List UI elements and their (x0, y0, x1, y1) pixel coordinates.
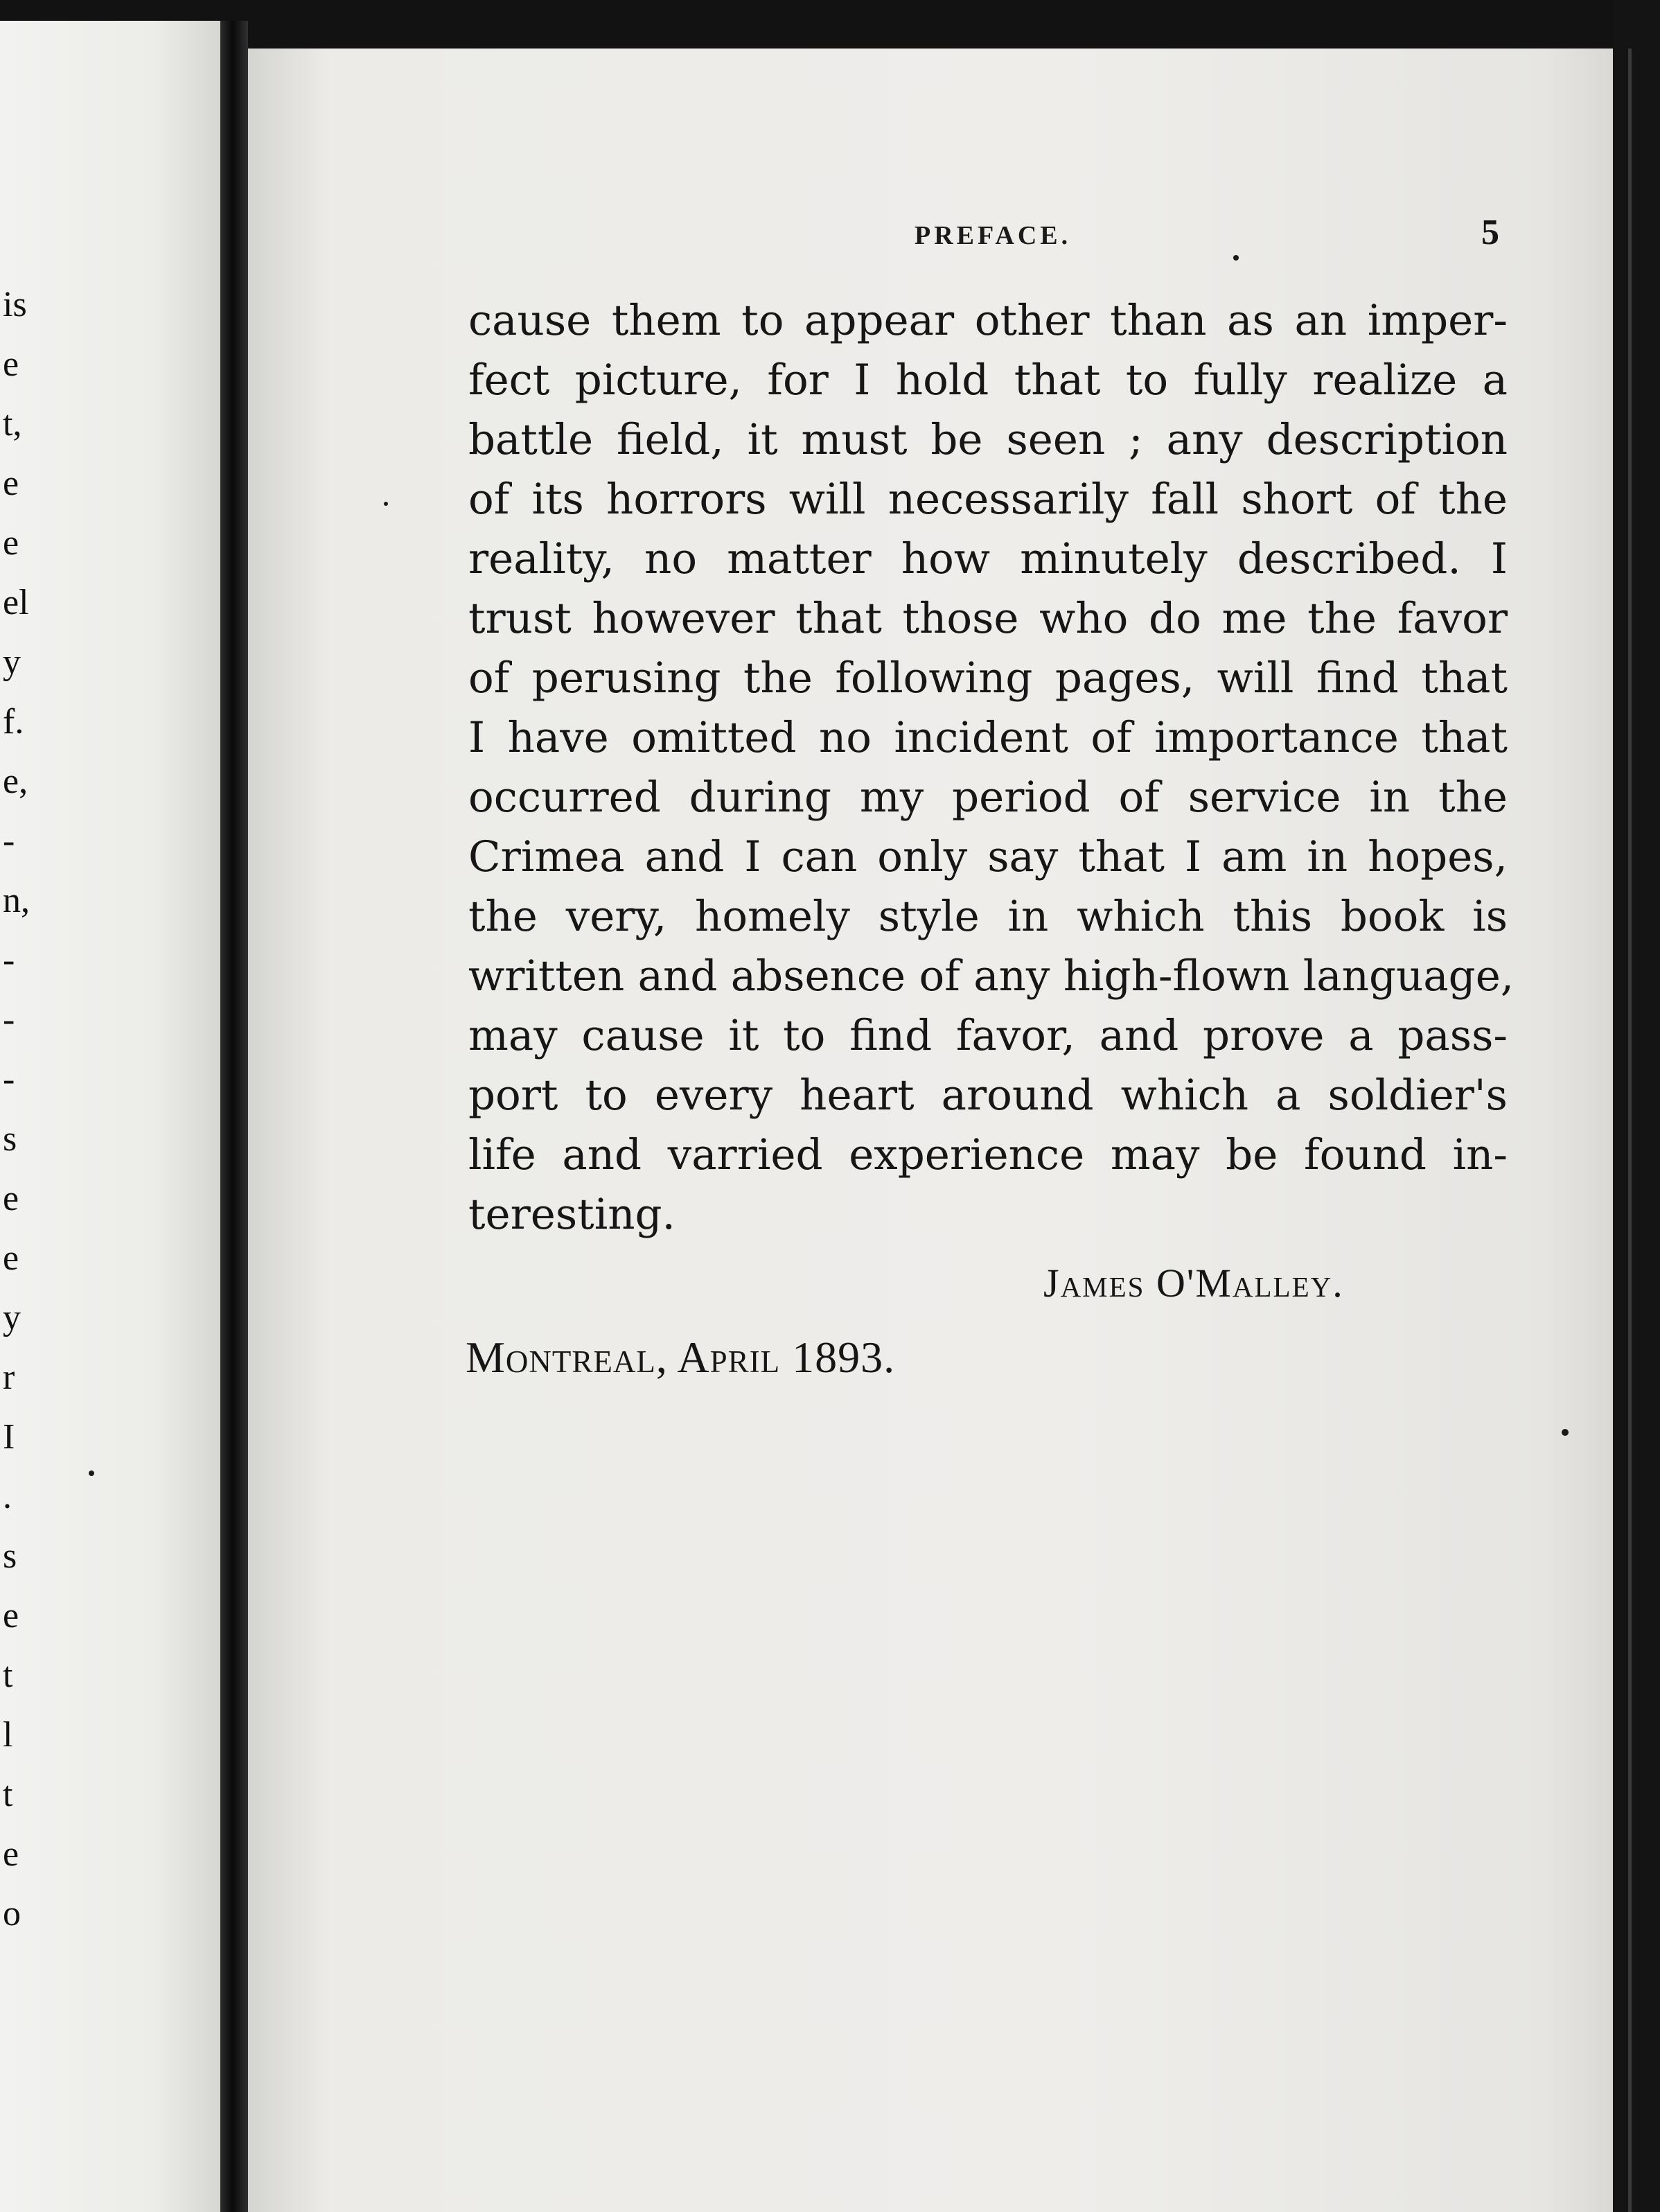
left-page-text-fragments (0, 21, 55, 2212)
text-line: of its horrors will necessarily fall short of the (468, 475, 1508, 524)
left-fragment: e (3, 1834, 19, 1874)
scan-speck (1233, 255, 1239, 261)
text-line: fect picture, for I hold that to fully realize a (468, 356, 1508, 405)
place-date-line: Montreal, April 1893. (466, 1333, 896, 1382)
left-fragment: e, (3, 762, 28, 801)
preface-body (468, 291, 1515, 1245)
text-line: the very, homely style in which this book is (468, 892, 1508, 941)
left-fragment: e (3, 1179, 19, 1218)
left-fragment: - (3, 821, 15, 861)
left-fragment: - (3, 1060, 15, 1099)
text-line: occurred during my period of service in the (468, 773, 1508, 822)
running-head: PREFACE. (915, 221, 1072, 250)
left-fragment: s (3, 1119, 17, 1159)
left-fragment: t, (3, 404, 22, 444)
text-line: reality, no matter how minutely described. I (468, 534, 1508, 583)
left-fragment: I (3, 1417, 15, 1457)
left-fragment: e (3, 464, 19, 503)
left-fragment: - (3, 940, 15, 980)
top-scan-border (0, 0, 1660, 55)
text-line: life and varried experience may be found in- (468, 1130, 1508, 1179)
left-fragment: is (3, 285, 27, 324)
left-fragment: y (3, 642, 21, 682)
left-fragment: t (3, 1656, 13, 1695)
text-line: written and absence of any high-flown language, (468, 951, 1515, 1001)
text-line: may cause it to find favor, and prove a pass- (468, 1011, 1508, 1060)
book-gutter (220, 21, 248, 2212)
left-fragment: e (3, 523, 19, 563)
left-fragment: e (3, 1238, 19, 1278)
left-fragment: r (3, 1358, 15, 1397)
left-page-edge (0, 21, 220, 2212)
text-line: teresting. (468, 1190, 676, 1239)
scan-speck (384, 502, 388, 506)
left-fragment: - (3, 1000, 15, 1039)
scan-speck (1562, 1429, 1569, 1436)
left-fragment: e (3, 344, 19, 384)
scan-speck (89, 1471, 94, 1476)
page-number: 5 (1481, 213, 1499, 252)
left-fragment: l (3, 1715, 13, 1755)
left-fragment: . (3, 1477, 12, 1516)
left-fragment: o (3, 1894, 21, 1933)
left-fragment: t (3, 1775, 13, 1814)
text-line: trust however that those who do me the favor (468, 594, 1508, 643)
text-line: Crimea and I can only say that I am in hopes, (468, 832, 1508, 881)
text-line: battle field, it must be seen ; any description (468, 415, 1508, 464)
text-line: port to every heart around which a soldier's (468, 1071, 1508, 1120)
text-line: I have omitted no incident of importance that (468, 713, 1508, 762)
left-fragment: s (3, 1536, 17, 1576)
text-line: of perusing the following pages, will find that (468, 653, 1508, 703)
author-signature: James O'Malley. (1043, 1261, 1344, 1306)
left-fragment: el (3, 583, 29, 622)
left-fragment: y (3, 1298, 21, 1337)
text-line: cause them to appear other than as an imper- (468, 296, 1508, 345)
left-fragment: n, (3, 881, 30, 920)
left-fragment: e (3, 1596, 19, 1635)
right-scan-border (1613, 0, 1660, 2212)
left-fragment: f. (3, 702, 24, 741)
